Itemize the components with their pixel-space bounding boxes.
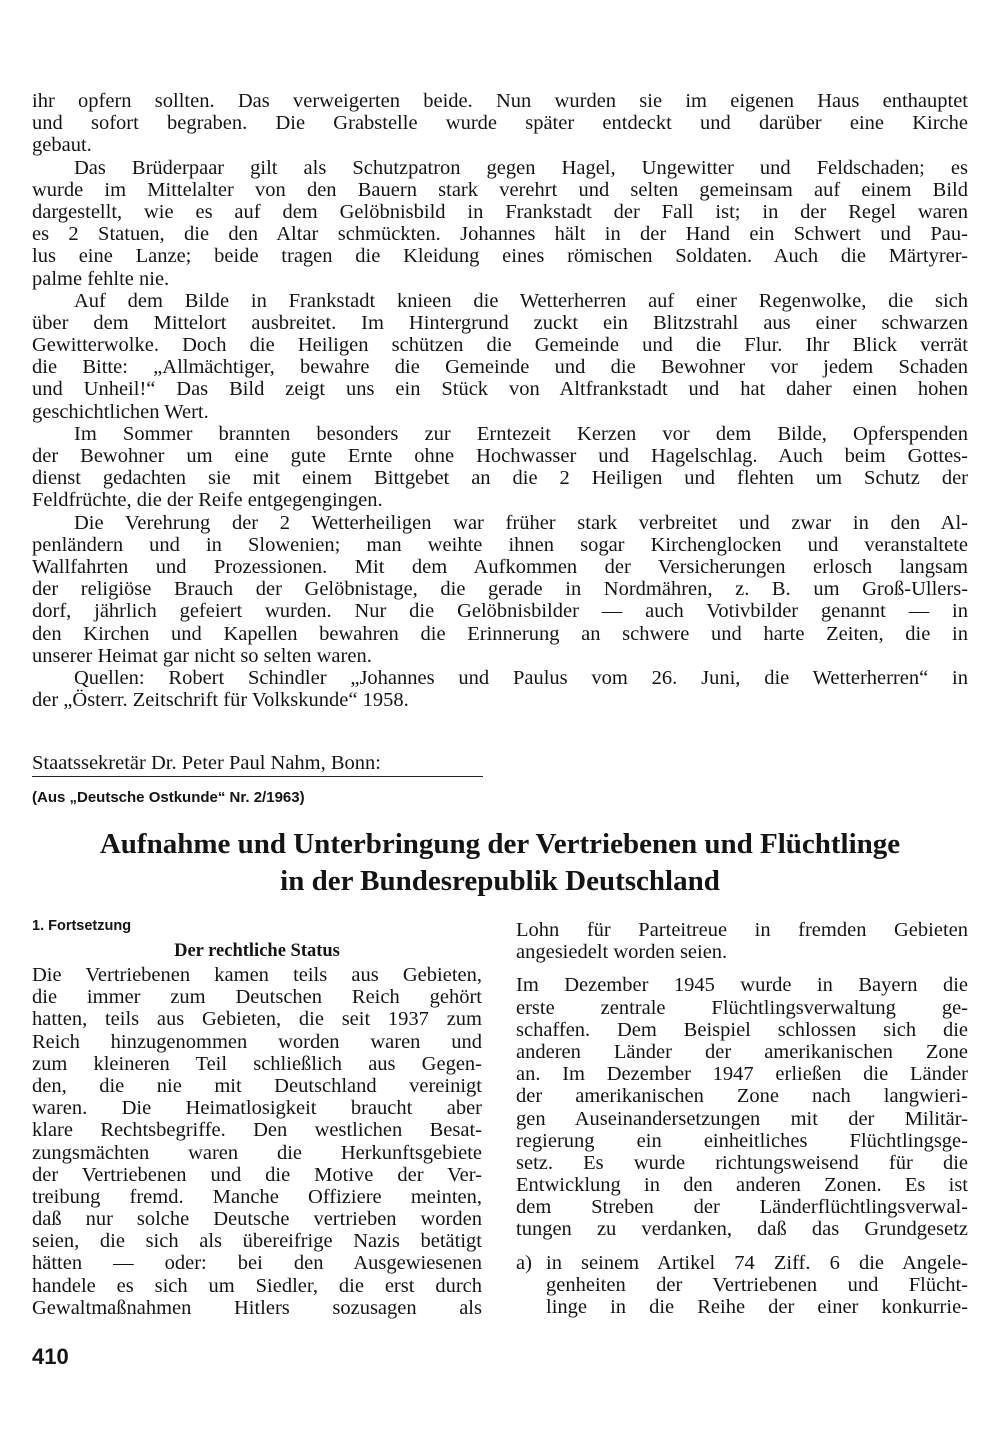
text-line: setz. Es wurde richtungsweisend für die	[516, 1151, 968, 1174]
text-line: an. Im Dezember 1947 erließen die Länder	[516, 1063, 968, 1086]
paragraph	[32, 423, 968, 512]
text-line: Die Vertriebenen kamen teils aus Gebieten,	[32, 964, 482, 986]
article-title	[0, 826, 1000, 900]
paragraph	[32, 964, 482, 1319]
text-line: angesiedelt worden seien.	[516, 941, 728, 964]
text-line: schaffen. Dem Beispiel schlossen sich die	[516, 1018, 968, 1041]
text-line: Gewaltmaßnahmen Hitlers sozusagen als	[32, 1296, 482, 1319]
paragraph	[32, 90, 968, 157]
text-line: und Unheil!“ Das Bild zeigt uns ein Stück von Altfrankstadt und hat daher einen hohen	[32, 378, 968, 401]
text-line: treibung fremd. Manche Offiziere meinten,	[32, 1185, 482, 1208]
list-text: linge in die Reihe der einer konkurrie-	[546, 1296, 968, 1318]
text-line: die immer zum Deutschen Reich gehört	[32, 986, 482, 1009]
list-line	[516, 1296, 968, 1318]
text-line: Feldfrüchte, die der Reife entgegengingen.	[32, 489, 383, 512]
title-line: Aufnahme und Unterbringung der Vertriebenen und Flüchtlinge	[99, 828, 901, 860]
text-line: hätten — oder: bei den Ausgewiesenen	[32, 1252, 482, 1275]
text-line: dienst gedachten sie mit einem Bittgebet an die 2 Heiligen und flehten um Schutz der	[32, 467, 968, 490]
text-line: dem Streben der Länderflüchtlingsverwal-	[516, 1196, 968, 1219]
text-line: dorf, jährlich gefeiert wurden. Nur die Gelöbnisbilder — auch Votivbilder genannt — in	[32, 600, 968, 623]
text-line: Lohn für Parteitreue in fremden Gebieten	[516, 919, 968, 941]
text-line: und sofort begraben. Die Grabstelle wurde später entdeckt und darüber eine Kirche	[32, 112, 968, 135]
text-line: klare Rechtsbegriffe. Den westlichen Besat-	[32, 1119, 482, 1142]
text-line: der „Österr. Zeitschrift für Volkskunde“ 1958.	[32, 689, 409, 712]
text-line: der amerikanischen Zone nach langwieri-	[516, 1085, 968, 1108]
text-line: Quellen: Robert Schindler „Johannes und Paulus vom 26. Juni, die Wetterherren“ in	[74, 666, 968, 689]
left-column	[32, 964, 482, 1319]
text-line: anderen Länder der amerikanischen Zone	[516, 1040, 968, 1063]
text-line: waren. Die Heimatlosigkeit braucht aber	[32, 1097, 482, 1120]
text-line: Im Sommer brannten besonders zur Erntezeit Kerzen vor dem Bilde, Opferspenden	[74, 422, 968, 445]
paragraph	[32, 667, 968, 711]
list-item-a	[516, 1252, 968, 1319]
text-line: gebaut.	[32, 134, 92, 157]
text-line: Im Dezember 1945 wurde in Bayern die	[516, 974, 968, 997]
text-line: Reich hinzugenommen worden waren und	[32, 1030, 482, 1053]
list-text: in seinem Artikel 74 Ziff. 6 die Angele-	[546, 1251, 968, 1274]
text-line: Die Verehrung der 2 Wetterheiligen war früher stark verbreitet und zwar in den Al-	[74, 511, 968, 534]
paragraph	[32, 157, 968, 290]
section-subheading: Der rechtliche Status	[174, 941, 340, 961]
text-line: den, die nie mit Deutschland vereinigt	[32, 1074, 482, 1097]
source-note: (Aus „Deutsche Ostkunde“ Nr. 2/1963)	[32, 789, 305, 806]
list-marker: a)	[516, 1251, 532, 1274]
author-byline: Staatssekretär Dr. Peter Paul Nahm, Bonn:	[32, 752, 483, 777]
text-line: ihr opfern sollten. Das verweigerten beide. Nun wurden sie im eigenen Haus enthauptet	[32, 90, 968, 112]
text-line: lus eine Lanze; beide tragen die Kleidung eines römischen Soldaten. Auch die Märtyrer-	[32, 245, 968, 268]
text-line: unserer Heimat gar nicht so selten waren.	[32, 644, 372, 667]
text-line: die Bitte: „Allmächtiger, bewahre die Gemeinde und die Bewohner vor jedem Schaden	[32, 356, 968, 379]
list-text: genheiten der Vertriebenen und Flücht-	[546, 1273, 968, 1296]
text-line: zungsmächten waren die Herkunftsgebiete	[32, 1141, 482, 1164]
text-line: zum kleineren Teil schließlich aus Gegen-	[32, 1052, 482, 1075]
title-line: in der Bundesrepublik Deutschland	[280, 865, 720, 897]
text-line: geschichtlichen Wert.	[32, 400, 209, 423]
text-line: hatten, teils aus Gebieten, die seit 1937 zum	[32, 1008, 482, 1031]
continuation-label: 1. Fortsetzung	[32, 918, 132, 934]
page-number: 410	[32, 1344, 69, 1369]
text-line: der Vertriebenen und die Motive der Ver-	[32, 1163, 482, 1186]
text-line: erste zentrale Flüchtlingsverwaltung ge-	[516, 996, 968, 1019]
text-line: Wallfahrten und Prozessionen. Mit dem Aufkommen der Versicherungen erlosch langsam	[32, 555, 968, 578]
right-column	[516, 919, 968, 1318]
text-line: Das Brüderpaar gilt als Schutzpatron gegen Hagel, Ungewitter und Feldschaden; es	[74, 156, 968, 179]
text-line: tungen zu verdanken, daß das Grundgesetz	[516, 1218, 968, 1241]
text-line: handele es sich um Siedler, die erst durch	[32, 1274, 482, 1297]
text-line: den Kirchen und Kapellen bewahren die Erinnerung an schwere und harte Zeiten, die in	[32, 622, 968, 645]
article-continuation-text	[32, 90, 968, 711]
text-line: palme fehlte nie.	[32, 267, 170, 290]
text-line: gen Auseinandersetzungen mit der Militär-	[516, 1107, 968, 1130]
text-line: es 2 Statuen, die den Altar schmückten. Johannes hält in der Hand ein Schwert und Pau-	[32, 223, 968, 246]
text-line: Gewitterwolke. Doch die Heiligen schützen die Gemeinde und die Flur. Ihr Blick verrät	[32, 334, 968, 357]
text-line: wurde im Mittelalter von den Bauern stark verehrt und selten gemeinsam auf einem Bild	[32, 178, 968, 201]
paragraph	[516, 919, 968, 963]
text-line: regierung ein einheitliches Flüchtlingsge-	[516, 1129, 968, 1152]
text-line: penländern und in Slowenien; man weihte ihnen sogar Kirchenglocken und veranstaltete	[32, 533, 968, 556]
list-line	[516, 1252, 968, 1274]
text-line: Auf dem Bilde in Frankstadt knieen die Wetterherren auf einer Regenwolke, die sich	[74, 289, 968, 312]
list-line	[516, 1274, 968, 1296]
text-line: der religiöse Brauch der Gelöbnistage, die gerade in Nordmähren, z. B. um Groß-Ullers-	[32, 578, 968, 601]
text-line: über dem Mittelort ausbreitet. Im Hintergrund zuckt ein Blitzstrahl aus einer schwarzen	[32, 311, 968, 334]
text-line: seien, die sich als übereifrige Nazis betätigt	[32, 1230, 482, 1253]
paragraph	[32, 512, 968, 667]
text-line: Entwicklung in den anderen Zonen. Es ist	[516, 1174, 968, 1197]
text-line: daß nur solche Deutsche vertrieben worden	[32, 1208, 482, 1231]
text-line: der Bewohner um eine gute Ernte ohne Hochwasser und Hagelschlag. Auch beim Gottes-	[32, 445, 968, 467]
paragraph	[516, 974, 968, 1240]
text-line: dargestellt, wie es auf dem Gelöbnisbild in Frankstadt der Fall ist; in der Regel waren	[32, 200, 968, 223]
paragraph	[32, 290, 968, 423]
